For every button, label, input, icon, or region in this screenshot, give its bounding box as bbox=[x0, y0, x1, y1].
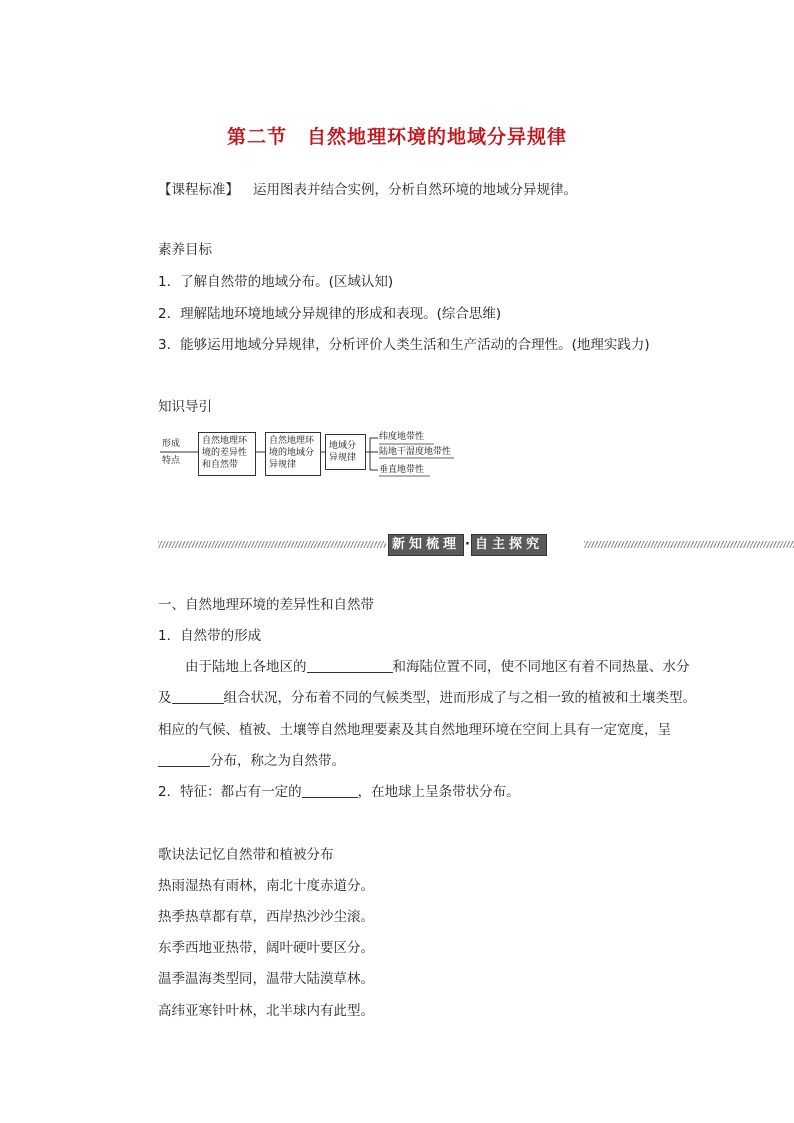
mnemonic-line: 高纬亚寒针叶林，北半球内有此型。 bbox=[158, 1003, 374, 1019]
literacy-item: 3．能够运用地域分异规律，分析评价人类生活和生产活动的合理性。(地理实践力) bbox=[158, 337, 650, 353]
mnemonic-line: 热季热草都有草，西岸热沙沙尘滚。 bbox=[158, 909, 374, 925]
standard-text: 运用图表并结合实例，分析自然环境的地域分异规律。 bbox=[253, 182, 577, 198]
paragraph-line: 相应的气候、植被、土壤等自然地理要素及其自然地理环境在空间上具有一定宽度，呈 bbox=[158, 722, 671, 738]
fill-blank bbox=[172, 689, 224, 704]
section-banner bbox=[158, 533, 794, 555]
text-run: ，在地球上呈条带状分布。 bbox=[357, 784, 520, 800]
literacy-item: 1．了解自然带的地域分布。(区域认知) bbox=[158, 274, 394, 290]
banner-label bbox=[388, 533, 547, 556]
literacy-item: 2．理解陆地环境地域分异规律的形成和表现。(综合思维) bbox=[158, 306, 502, 322]
page-title bbox=[0, 122, 794, 149]
course-standard bbox=[158, 180, 577, 200]
subsection-heading: 1．自然带的形成 bbox=[158, 628, 262, 644]
box-line: 异规律 bbox=[329, 453, 357, 463]
banner-dot: · bbox=[465, 537, 470, 552]
literacy-heading: 素养目标 bbox=[158, 242, 212, 258]
branch-latitudinal: 纬度地带性 bbox=[379, 432, 425, 442]
paragraph-line bbox=[185, 657, 690, 677]
text-run: 组合状况，分布着不同的气候类型，进而形成了与之相一致的植被和土壤类型。 bbox=[223, 690, 696, 706]
text-run: 分布，称之为自然带。 bbox=[210, 753, 345, 769]
banner-hatch-left bbox=[158, 541, 386, 548]
standard-tag: 【课程标准】 bbox=[158, 182, 239, 198]
text-run: 2．特征：都占有一定的 bbox=[158, 784, 302, 800]
box-line: 境的地域分 bbox=[269, 448, 315, 458]
text-run: 由于陆地上各地区的 bbox=[185, 659, 307, 675]
box-line: 异规律 bbox=[269, 460, 297, 470]
flowchart-box-law bbox=[325, 434, 366, 470]
branch-vertical: 垂直地带性 bbox=[379, 465, 425, 475]
fill-blank bbox=[307, 658, 393, 673]
branch-moisture: 陆地干湿度地带性 bbox=[379, 447, 452, 457]
paragraph-line bbox=[158, 751, 345, 771]
fill-blank bbox=[158, 752, 210, 767]
paragraph-line bbox=[158, 688, 696, 708]
box-line: 境的差异性 bbox=[202, 448, 248, 458]
section-title: 自然地理环境的地域分异规律 bbox=[307, 126, 568, 148]
banner-self-explore: 自主探究 bbox=[471, 534, 547, 556]
box-line: 自然地理环 bbox=[269, 436, 315, 446]
box-line: 自然地理环 bbox=[202, 436, 248, 446]
mnemonic-line: 温季温海类型同，温带大陆漠草林。 bbox=[158, 971, 374, 987]
subsection-heading bbox=[158, 782, 520, 802]
fill-blank bbox=[302, 783, 358, 798]
knowledge-flowchart bbox=[158, 430, 468, 480]
text-run: 和海陆位置不同，使不同地区有着不同热量、水分 bbox=[392, 659, 690, 675]
flowchart-box-differentiation bbox=[198, 432, 256, 476]
box-line: 和自然带 bbox=[202, 460, 239, 470]
guide-heading: 知识导引 bbox=[158, 399, 212, 415]
formation-label: 形成 bbox=[162, 439, 181, 449]
box-line: 地域分 bbox=[329, 441, 357, 451]
banner-new-knowledge: 新知梳理 bbox=[388, 534, 464, 556]
text-run: 及 bbox=[158, 690, 172, 706]
mnemonic-line: 热雨湿热有雨林，南北十度赤道分。 bbox=[158, 878, 374, 894]
feature-label: 特点 bbox=[162, 456, 181, 466]
section-number: 第二节 bbox=[226, 126, 287, 148]
mnemonic-line: 东季西地亚热带，阔叶硬叶要区分。 bbox=[158, 940, 374, 956]
banner-hatch-right bbox=[584, 541, 794, 548]
flowchart-box-regional-law bbox=[265, 432, 321, 476]
section-heading: 一、自然地理环境的差异性和自然带 bbox=[158, 597, 374, 613]
mnemonic-heading: 歌诀法记忆自然带和植被分布 bbox=[158, 847, 334, 863]
